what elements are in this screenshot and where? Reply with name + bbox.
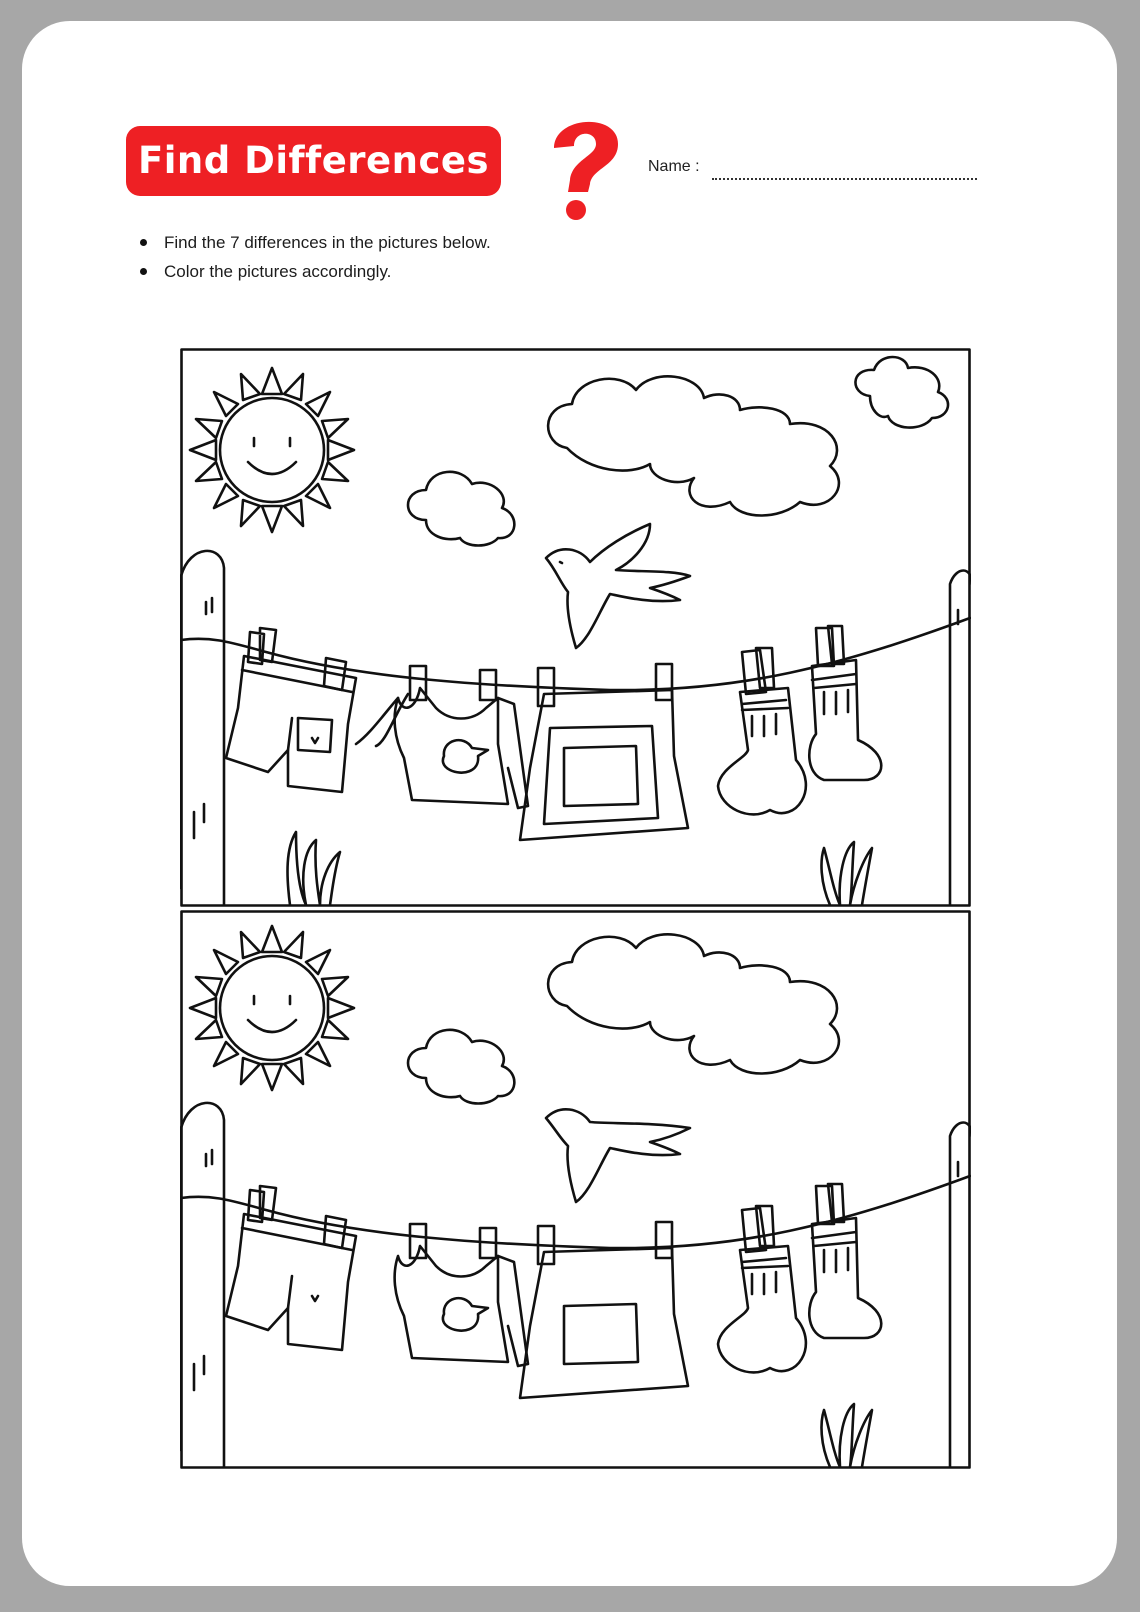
apron-icon xyxy=(356,688,528,808)
cloud-icon xyxy=(548,376,839,515)
sun-icon xyxy=(190,926,354,1090)
post-left xyxy=(181,551,224,905)
picture-frame xyxy=(182,912,970,1468)
instructions-list xyxy=(138,228,491,286)
shorts-icon xyxy=(226,656,356,792)
grass-icon xyxy=(288,832,340,905)
cloud-icon xyxy=(548,934,839,1073)
grass-icon xyxy=(822,842,872,905)
instruction-item: Color the pictures accordingly. xyxy=(138,257,491,286)
picture-bottom xyxy=(180,910,971,1469)
bird-icon xyxy=(546,524,690,648)
bird-icon xyxy=(443,1298,488,1330)
towel-icon xyxy=(520,1248,688,1398)
name-label: Name : xyxy=(648,158,700,175)
cloud-icon xyxy=(408,472,514,546)
cloud-icon xyxy=(855,357,948,428)
question-mark-icon xyxy=(532,110,632,220)
page-title: Find Differences xyxy=(126,126,501,196)
sock-icon xyxy=(809,1218,881,1338)
shorts-icon xyxy=(226,1214,356,1350)
towel-icon xyxy=(520,690,688,840)
sock-icon xyxy=(809,660,881,780)
grass-icon xyxy=(822,1404,872,1467)
apron-icon xyxy=(395,1246,528,1366)
clothesline xyxy=(181,618,970,690)
sock-icon xyxy=(718,1246,806,1372)
sock-icon xyxy=(718,688,806,814)
picture-top xyxy=(180,348,971,907)
cloud-icon xyxy=(408,1030,514,1104)
bird-icon xyxy=(443,740,488,772)
post-left xyxy=(181,1103,224,1467)
sun-icon xyxy=(190,368,354,532)
name-field[interactable] xyxy=(712,178,977,180)
post-right xyxy=(950,1123,971,1468)
bird-icon xyxy=(546,1109,690,1202)
instruction-item: Find the 7 differences in the pictures below. xyxy=(138,228,491,257)
clothesline xyxy=(181,1176,970,1248)
